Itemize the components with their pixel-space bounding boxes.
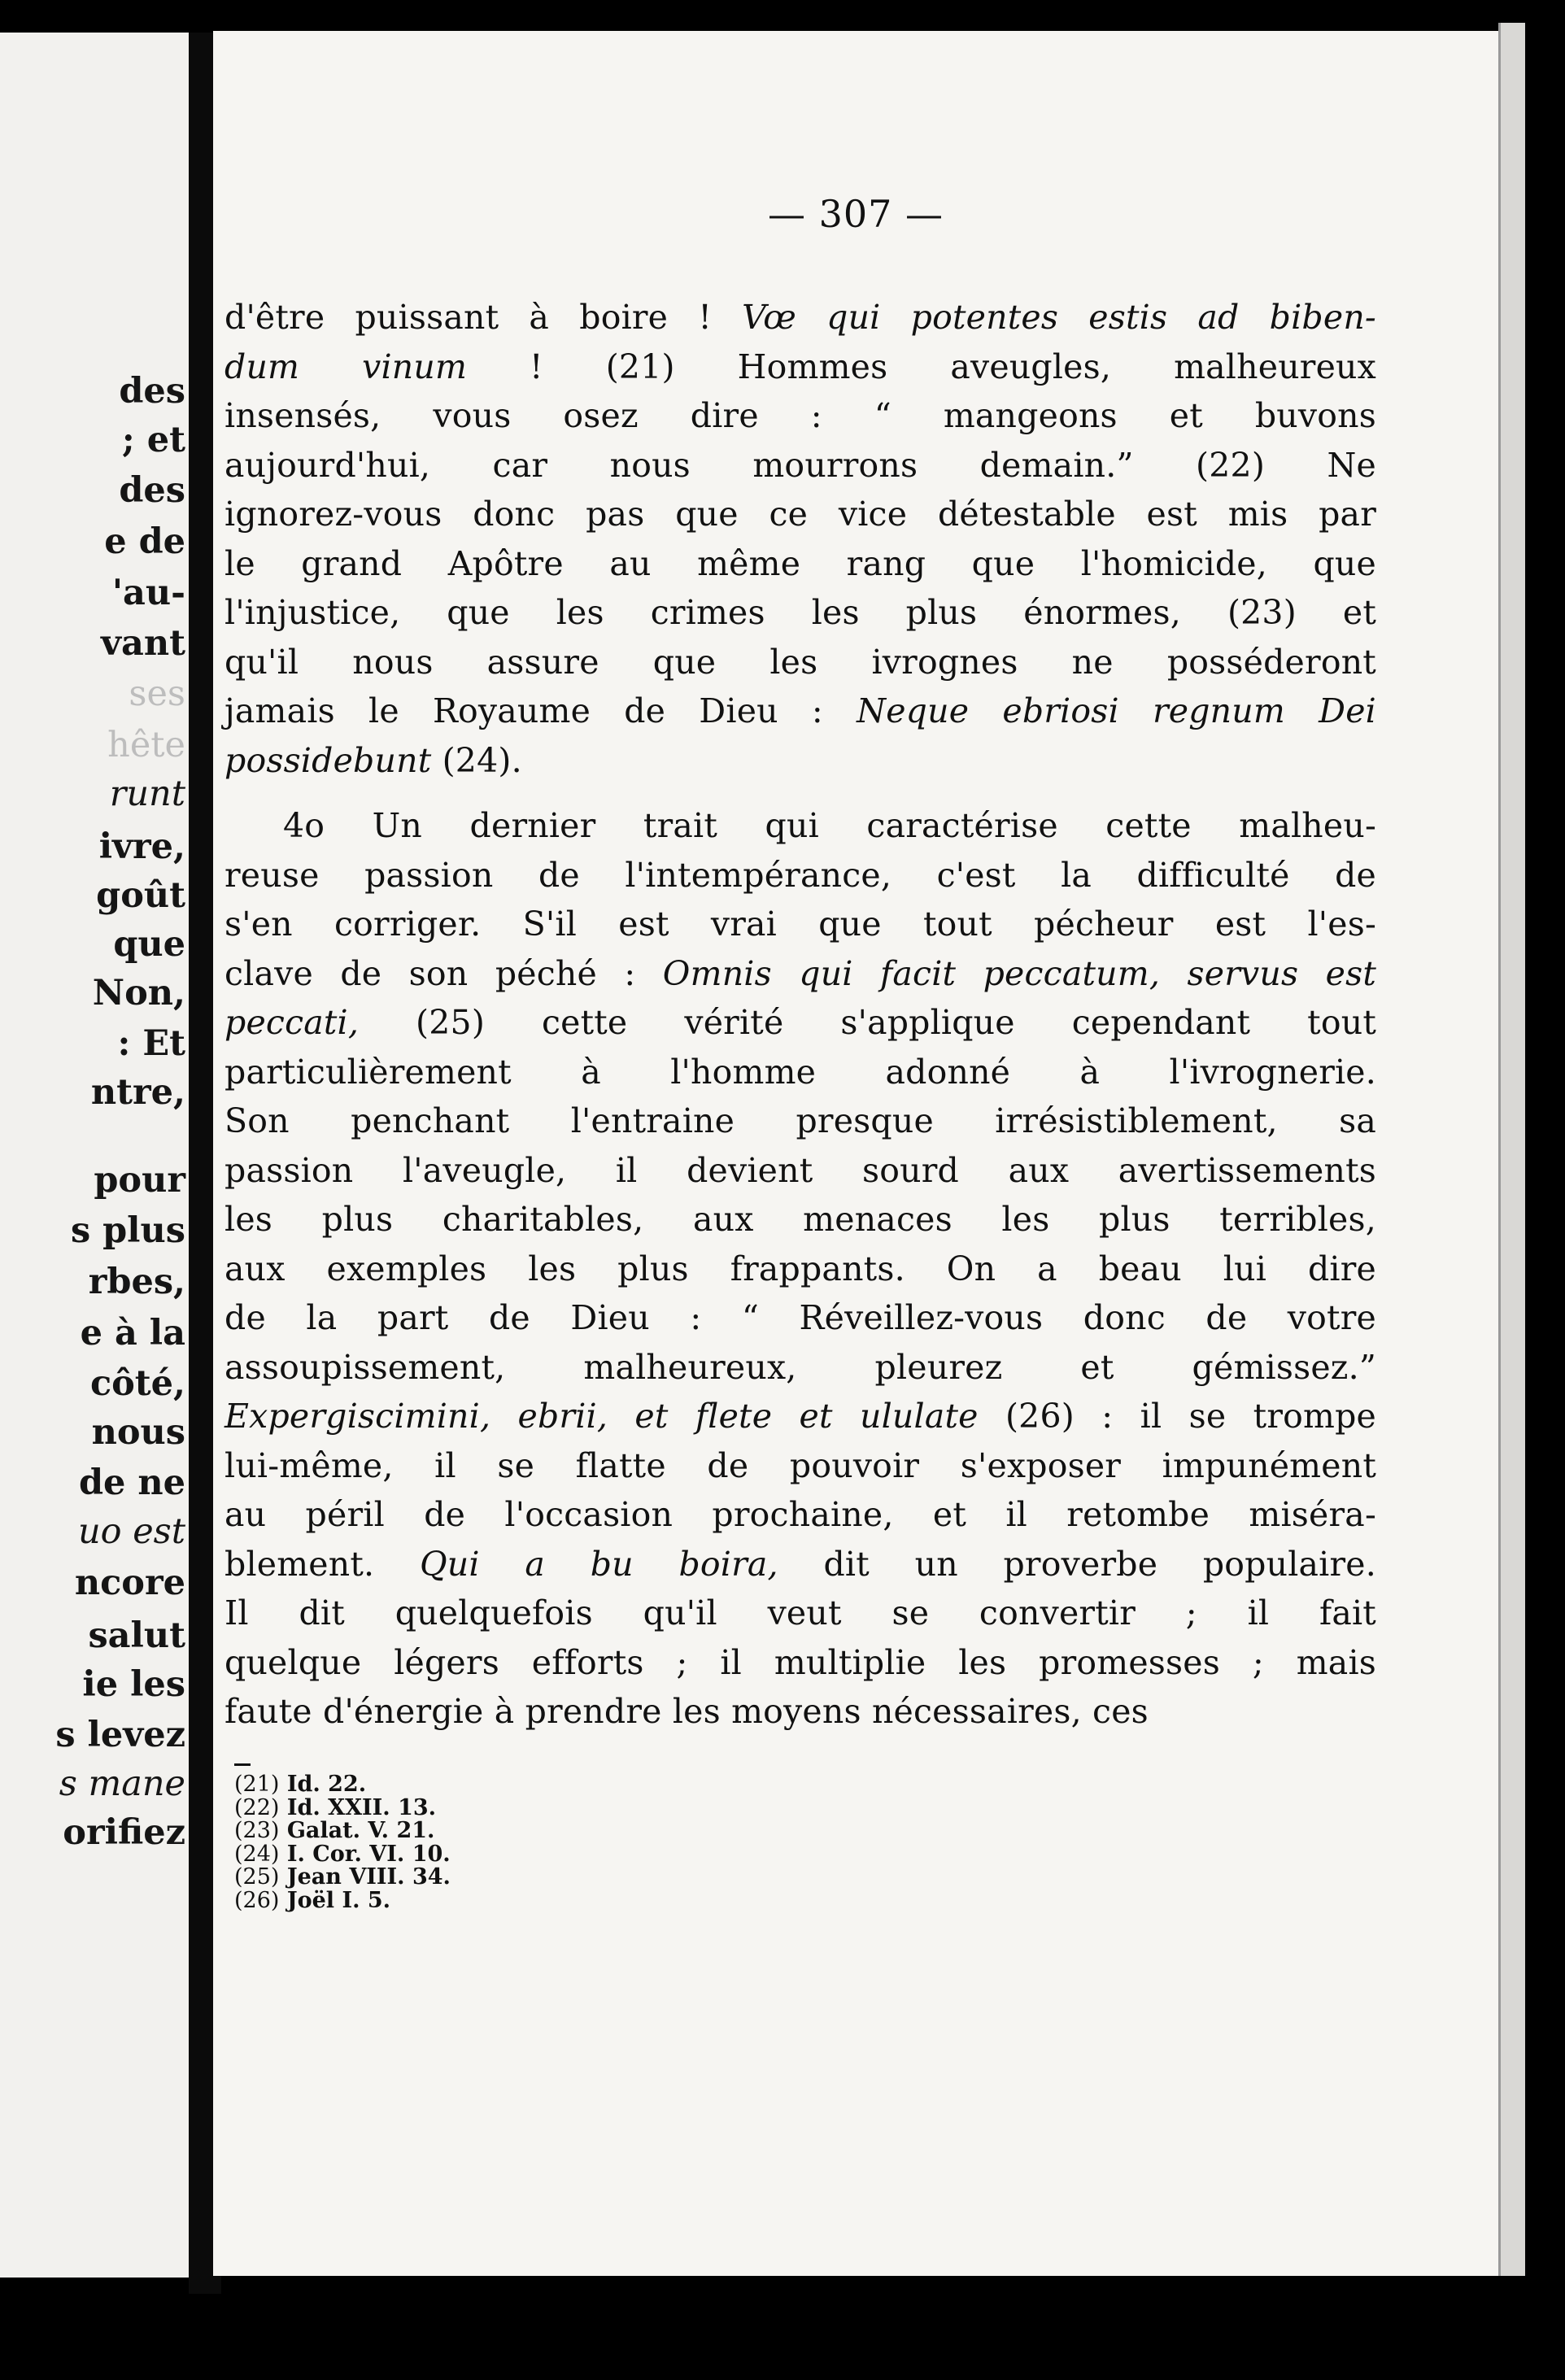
text-line bbox=[225, 1687, 1376, 1737]
text-line bbox=[225, 1392, 1376, 1441]
text-line bbox=[225, 1490, 1376, 1540]
footnote-number: (21) bbox=[234, 1772, 280, 1797]
text-line bbox=[225, 900, 1376, 949]
text-line bbox=[225, 1096, 1376, 1146]
footnote-reference: Id. XXII. 13. bbox=[279, 1794, 437, 1820]
text-run: particulièrement à l'homme adonné à l'ivrognerie. bbox=[225, 1052, 1376, 1092]
latin-quote: dum vinum bbox=[225, 347, 468, 386]
text-run: Il dit quelquefois qu'il veut se convertir ; il fait bbox=[225, 1593, 1376, 1632]
footnote-reference: Joël I. 5. bbox=[279, 1887, 391, 1913]
text-run: insensés, vous osez dire : “ mangeons et buvons bbox=[225, 396, 1376, 435]
text-run: blement. bbox=[225, 1544, 420, 1584]
left-page-fragment: ivre, bbox=[98, 826, 185, 867]
text-line bbox=[225, 1638, 1376, 1688]
text-run: quelque légers efforts ; il multiplie les promesses ; mais bbox=[225, 1642, 1376, 1682]
left-page-fragment: orifiez bbox=[63, 1812, 185, 1853]
text-line bbox=[225, 391, 1376, 441]
left-page-fragment: des bbox=[119, 470, 185, 511]
text-run: de la part de Dieu : “ Réveillez-vous donc de votre bbox=[225, 1298, 1376, 1337]
text-line bbox=[225, 1540, 1376, 1589]
text-line bbox=[225, 949, 1376, 999]
text-run: les plus charitables, aux menaces les plus terribles, bbox=[225, 1200, 1376, 1239]
text-line bbox=[225, 998, 1376, 1048]
page-number: — 307 — bbox=[767, 192, 944, 236]
left-page-fragment: côté, bbox=[89, 1363, 185, 1404]
left-page-fragment: hête bbox=[107, 725, 185, 765]
body-text bbox=[225, 293, 1376, 1737]
latin-quote: possidebunt bbox=[225, 740, 432, 780]
text-line bbox=[225, 736, 1376, 786]
latin-quote: Expergiscimini, ebrii, et flete et ululate bbox=[225, 1397, 979, 1436]
latin-quote: Qui a bu boira, bbox=[419, 1544, 778, 1584]
left-page-fragment: nous bbox=[91, 1412, 185, 1453]
left-page-fragment: pour bbox=[94, 1160, 185, 1201]
text-run: qu'il nous assure que les ivrognes ne posséderont bbox=[225, 642, 1376, 682]
left-page-fragment: rbes, bbox=[88, 1262, 185, 1302]
text-line bbox=[225, 1146, 1376, 1196]
text-line bbox=[225, 638, 1376, 687]
text-line bbox=[225, 441, 1376, 490]
text-run: ! (21) Hommes aveugles, malheureux bbox=[467, 347, 1376, 386]
text-line bbox=[225, 342, 1376, 392]
latin-quote: Vœ qui potentes bbox=[742, 298, 1089, 337]
text-run: dit un proverbe populaire. bbox=[778, 1544, 1376, 1584]
text-line bbox=[225, 851, 1376, 900]
footnote bbox=[234, 1773, 641, 1797]
text-run: le grand Apôtre au même rang que l'homicide, que bbox=[225, 543, 1376, 583]
text-line bbox=[225, 539, 1376, 589]
footnote-reference: Galat. V. 21. bbox=[279, 1818, 435, 1843]
facing-page-left bbox=[0, 33, 203, 2278]
text-run: aujourd'hui, car nous mourrons demain.” (22) Ne bbox=[225, 445, 1376, 485]
text-line bbox=[225, 293, 1376, 342]
text-line bbox=[225, 490, 1376, 539]
text-line bbox=[225, 1048, 1376, 1097]
text-run: reuse passion de l'intempérance, c'est la difficulté de bbox=[225, 855, 1376, 895]
left-page-fragment: de ne bbox=[78, 1462, 185, 1503]
text-line bbox=[225, 1293, 1376, 1343]
text-line bbox=[225, 1343, 1376, 1393]
text-line bbox=[225, 687, 1376, 736]
text-line bbox=[225, 1195, 1376, 1244]
footnote-reference: I. Cor. VI. 10. bbox=[279, 1841, 451, 1867]
text-run: clave de son péché : bbox=[225, 953, 663, 993]
footnote-number: (24) bbox=[234, 1841, 280, 1867]
latin-quote: estis ad biben- bbox=[1088, 298, 1376, 337]
left-page-fragment: runt bbox=[109, 774, 185, 814]
text-line bbox=[225, 1589, 1376, 1638]
text-run: passion l'aveugle, il devient sourd aux avertissements bbox=[225, 1150, 1376, 1190]
latin-quote: Neque ebriosi regnum Dei bbox=[857, 691, 1376, 730]
left-page-fragment: ie les bbox=[82, 1664, 185, 1705]
footnote-reference: Jean VIII. 34. bbox=[279, 1864, 451, 1890]
text-run: lui-même, il se flatte de pouvoir s'exposer impunément bbox=[225, 1445, 1376, 1485]
text-run: d'être puissant à boire ! bbox=[225, 298, 743, 337]
left-page-fragment: goût bbox=[96, 875, 185, 916]
footnote bbox=[234, 1866, 641, 1890]
footnote bbox=[234, 1820, 641, 1843]
text-run: jamais le Royaume de Dieu : bbox=[225, 691, 857, 730]
left-page-fragment: ses bbox=[129, 673, 185, 714]
left-page-fragment: uo est bbox=[77, 1511, 185, 1552]
footnote-rule bbox=[234, 1763, 251, 1766]
text-run: 4o Un dernier trait qui caractérise cette malheu- bbox=[283, 806, 1376, 845]
left-page-fragment: e à la bbox=[80, 1313, 185, 1353]
text-line bbox=[225, 1244, 1376, 1294]
page-edge bbox=[1498, 23, 1525, 2276]
text-run: ignorez-vous donc pas que ce vice détestable est mis par bbox=[225, 495, 1376, 534]
latin-quote: Omnis qui facit peccatum, servus est bbox=[662, 953, 1376, 993]
left-page-fragment: que bbox=[113, 924, 185, 965]
left-page-fragment: des bbox=[119, 371, 185, 412]
footnote bbox=[234, 1843, 641, 1867]
text-run: assoupissement, malheureux, pleurez et gémissez.” bbox=[225, 1347, 1376, 1387]
footnotes bbox=[234, 1773, 641, 1912]
left-page-fragment: e de bbox=[104, 521, 185, 562]
left-page-fragment: salut bbox=[88, 1615, 185, 1656]
footnote-reference: Id. 22. bbox=[279, 1772, 367, 1797]
left-page-fragment: ; et bbox=[121, 420, 185, 460]
text-run: l'injustice, que les crimes les plus énormes, (23) et bbox=[225, 593, 1376, 632]
text-line bbox=[225, 588, 1376, 638]
left-page-fragment: s levez bbox=[55, 1715, 185, 1755]
text-run: (26) : il se trompe bbox=[978, 1397, 1376, 1436]
text-run: aux exemples les plus frappants. On a beau lui dire bbox=[225, 1249, 1376, 1288]
left-page-fragment: ncore bbox=[74, 1563, 185, 1603]
left-page-fragment: ntre, bbox=[90, 1072, 185, 1113]
footnote bbox=[234, 1887, 641, 1913]
footnote-number: (25) bbox=[234, 1864, 280, 1890]
left-page-fragment: Non, bbox=[92, 973, 185, 1013]
text-run: (24). bbox=[431, 740, 522, 780]
paragraph-2 bbox=[225, 801, 1376, 1737]
text-run: Son penchant l'entraine presque irrésistiblement, sa bbox=[225, 1101, 1376, 1140]
latin-quote: peccati, bbox=[225, 1003, 360, 1042]
text-run: (25) cette vérité s'applique cependant tout bbox=[359, 1003, 1376, 1042]
left-page-fragment: vant bbox=[101, 623, 185, 664]
text-run: s'en corriger. S'il est vrai que tout pécheur est l'es- bbox=[225, 904, 1376, 944]
text-line bbox=[225, 1441, 1376, 1491]
footnote-number: (23) bbox=[234, 1818, 280, 1843]
text-line bbox=[225, 801, 1376, 851]
footnote-number: (22) bbox=[234, 1794, 280, 1820]
left-page-fragment: 'au- bbox=[111, 573, 185, 613]
left-page-fragment: : Et bbox=[117, 1023, 185, 1064]
left-page-fragment: s mane bbox=[59, 1763, 185, 1804]
page-307 bbox=[213, 31, 1498, 2276]
left-page-fragment: s plus bbox=[70, 1210, 185, 1251]
paragraph-1 bbox=[225, 293, 1376, 785]
text-run: au péril de l'occasion prochaine, et il retombe miséra- bbox=[225, 1495, 1376, 1534]
text-run: faute d'énergie à prendre les moyens nécessaires, ces bbox=[225, 1692, 1149, 1731]
footnote bbox=[234, 1794, 641, 1820]
footnote-number: (26) bbox=[234, 1887, 280, 1913]
